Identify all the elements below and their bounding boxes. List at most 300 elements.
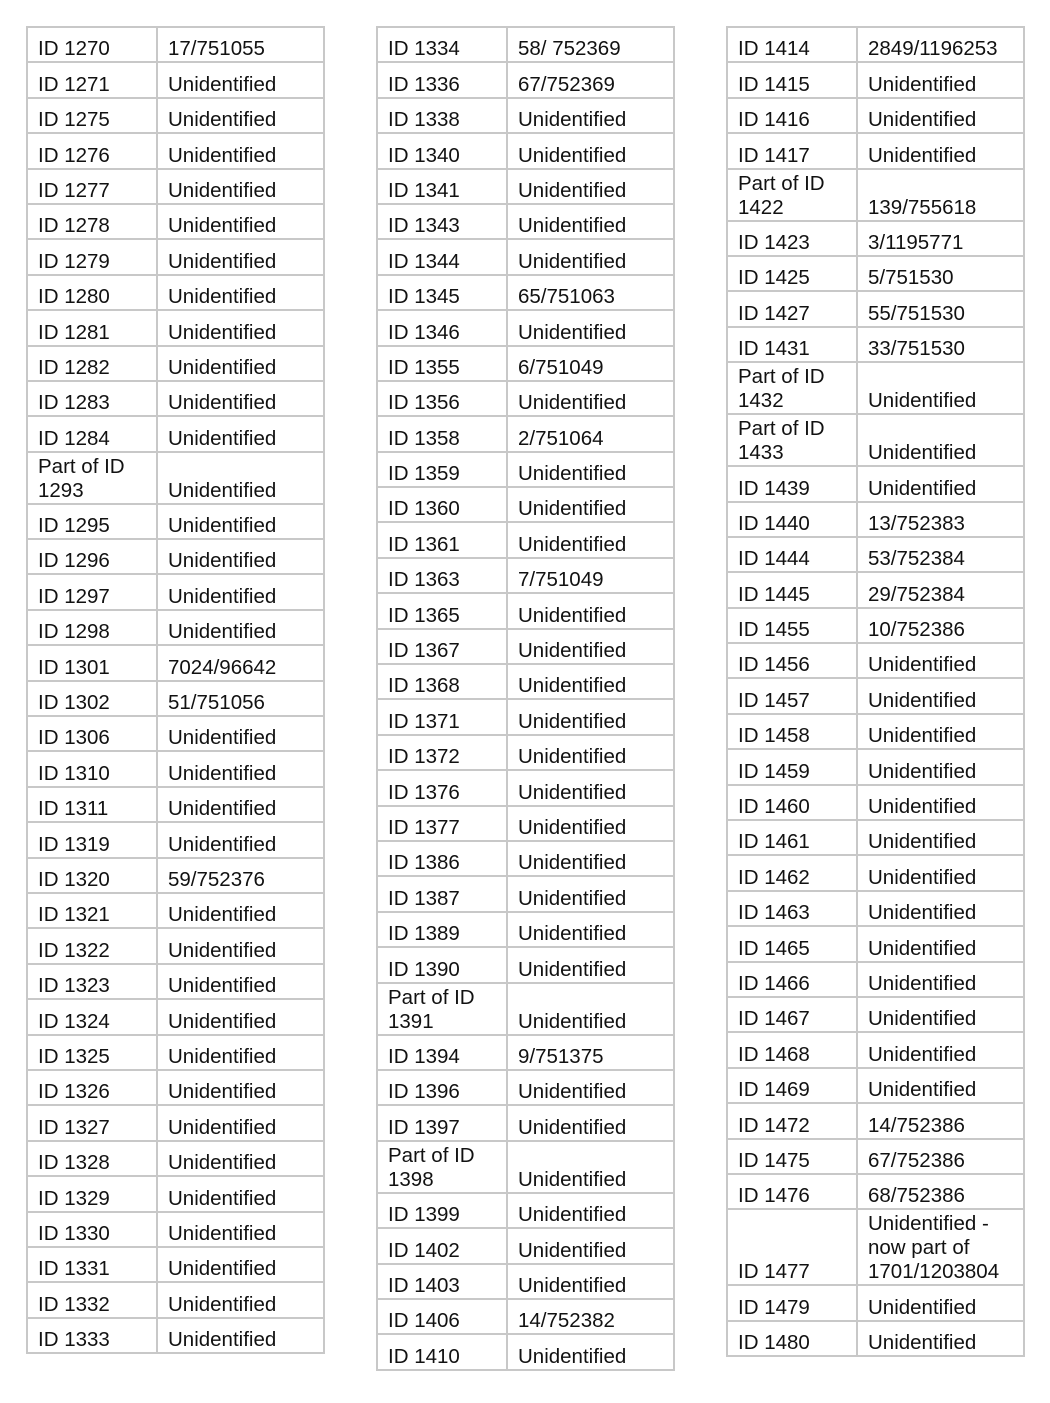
value-cell: 65/751063 [507,275,674,310]
id-cell: ID 1328 [27,1141,157,1176]
value-cell: 17/751055 [157,27,324,62]
value-cell: Unidentified [507,204,674,239]
value-cell: 53/752384 [857,537,1024,572]
id-cell: ID 1296 [27,539,157,574]
id-cell: ID 1359 [377,452,507,487]
id-cell: ID 1416 [727,98,857,133]
value-cell: Unidentified [157,133,324,168]
table-row [377,983,674,1035]
id-cell: ID 1406 [377,1299,507,1334]
value-cell: 51/751056 [157,681,324,716]
id-cell: ID 1475 [727,1139,857,1174]
id-cell: ID 1425 [727,256,857,291]
value-cell: Unidentified [157,1141,324,1176]
table-row [377,1299,674,1334]
value-cell: Unidentified [507,310,674,345]
table-row [727,1068,1024,1103]
table-row [727,221,1024,256]
id-cell: Part of ID 1432 [727,362,857,414]
value-cell: Unidentified [857,891,1024,926]
table-row [27,416,324,451]
table-row [377,452,674,487]
value-cell: Unidentified [857,962,1024,997]
value-cell: Unidentified [857,997,1024,1032]
id-cell: ID 1279 [27,239,157,274]
id-cell: ID 1356 [377,381,507,416]
id-cell: ID 1368 [377,664,507,699]
value-cell: 58/ 752369 [507,27,674,62]
table-row [377,204,674,239]
value-cell: Unidentified [157,1035,324,1070]
id-cell: ID 1275 [27,98,157,133]
id-cell: ID 1462 [727,855,857,890]
id-cell: ID 1338 [377,98,507,133]
table-row [27,1212,324,1247]
id-cell: ID 1282 [27,346,157,381]
table-row [377,1141,674,1193]
id-cell: ID 1276 [27,133,157,168]
table-row [727,785,1024,820]
table-row [27,62,324,97]
table-row [27,751,324,786]
value-cell: Unidentified [507,1105,674,1140]
table-row [377,522,674,557]
value-cell: Unidentified [157,204,324,239]
id-cell: ID 1403 [377,1264,507,1299]
table-row [377,664,674,699]
value-cell: Unidentified [507,239,674,274]
table-row [27,1318,324,1353]
id-cell: ID 1444 [727,537,857,572]
table-row [727,997,1024,1032]
id-cell: ID 1280 [27,275,157,310]
id-cell: ID 1321 [27,893,157,928]
table-row [27,999,324,1034]
table-row [377,1193,674,1228]
table-row [27,539,324,574]
value-cell: Unidentified [157,539,324,574]
table-row [727,1139,1024,1174]
id-cell: ID 1283 [27,381,157,416]
table-row [727,820,1024,855]
id-cell: ID 1326 [27,1070,157,1105]
id-cell: ID 1387 [377,876,507,911]
id-table-column-1 [26,26,325,1354]
table-row [727,414,1024,466]
id-cell: ID 1460 [727,785,857,820]
id-cell: ID 1472 [727,1103,857,1138]
id-cell: ID 1461 [727,820,857,855]
id-cell: ID 1427 [727,291,857,326]
table-row [27,1035,324,1070]
table-row [377,558,674,593]
value-cell: Unidentified [157,1070,324,1105]
id-cell: ID 1284 [27,416,157,451]
value-cell: Unidentified [507,98,674,133]
table-row [27,1105,324,1140]
id-cell: ID 1423 [727,221,857,256]
value-cell: 67/752369 [507,62,674,97]
table-row [377,98,674,133]
value-cell: Unidentified [857,785,1024,820]
value-cell: 7/751049 [507,558,674,593]
table-row [377,912,674,947]
id-cell: ID 1365 [377,593,507,628]
id-cell: Part of ID 1433 [727,414,857,466]
table-row [27,346,324,381]
value-cell: Unidentified [857,62,1024,97]
value-cell: Unidentified [157,1176,324,1211]
value-cell: Unidentified [507,381,674,416]
table-row [27,787,324,822]
id-cell: ID 1346 [377,310,507,345]
value-cell: Unidentified [157,999,324,1034]
value-cell: Unidentified [157,751,324,786]
table-row [27,169,324,204]
value-cell: Unidentified [157,98,324,133]
id-cell: ID 1390 [377,947,507,982]
table-row [27,1141,324,1176]
id-cell: ID 1358 [377,416,507,451]
table-row [27,98,324,133]
id-cell: ID 1439 [727,466,857,501]
id-cell: ID 1479 [727,1285,857,1320]
table-row [377,593,674,628]
value-cell: Unidentified [157,62,324,97]
table-row [377,947,674,982]
id-cell: ID 1332 [27,1282,157,1317]
value-cell: Unidentified [157,574,324,609]
table-row [377,629,674,664]
table-row [27,504,324,539]
id-cell: ID 1477 [727,1209,857,1285]
id-cell: ID 1480 [727,1321,857,1356]
id-cell: ID 1319 [27,822,157,857]
table-row [27,1247,324,1282]
table-row [27,310,324,345]
table-row [727,502,1024,537]
id-cell: ID 1295 [27,504,157,539]
id-cell: ID 1459 [727,749,857,784]
id-cell: ID 1311 [27,787,157,822]
id-cell: ID 1463 [727,891,857,926]
value-cell: Unidentified [857,1032,1024,1067]
id-cell: ID 1363 [377,558,507,593]
value-cell: 67/752386 [857,1139,1024,1174]
table-row [377,487,674,522]
value-cell: 6/751049 [507,346,674,381]
id-cell: ID 1397 [377,1105,507,1140]
table-row [377,169,674,204]
id-cell: ID 1465 [727,926,857,961]
table-row [377,1334,674,1369]
value-cell: Unidentified [157,787,324,822]
table-row [377,275,674,310]
value-cell: Unidentified [157,239,324,274]
id-cell: Part of ID 1422 [727,169,857,221]
table-row [27,1282,324,1317]
value-cell: 13/752383 [857,502,1024,537]
value-cell: Unidentified [507,841,674,876]
id-cell: ID 1281 [27,310,157,345]
value-cell: 55/751530 [857,291,1024,326]
value-cell: Unidentified [857,749,1024,784]
id-cell: ID 1330 [27,1212,157,1247]
table-row [27,275,324,310]
id-cell: ID 1306 [27,716,157,751]
table-row [727,1321,1024,1356]
value-cell: 14/752386 [857,1103,1024,1138]
value-cell: 3/1195771 [857,221,1024,256]
table-row [27,681,324,716]
id-cell: ID 1302 [27,681,157,716]
value-cell: Unidentified [157,504,324,539]
value-cell: Unidentified [857,1321,1024,1356]
value-cell: Unidentified [157,452,324,504]
table-row [727,1103,1024,1138]
table-row [727,133,1024,168]
table-row [27,27,324,62]
table-row [727,1285,1024,1320]
id-cell: ID 1341 [377,169,507,204]
value-cell: Unidentified [507,947,674,982]
id-cell: ID 1361 [377,522,507,557]
id-cell: ID 1386 [377,841,507,876]
id-cell: ID 1331 [27,1247,157,1282]
table-row [377,27,674,62]
id-cell: ID 1334 [377,27,507,62]
value-cell: Unidentified [857,1068,1024,1103]
value-cell: 5/751530 [857,256,1024,291]
table-row [377,346,674,381]
value-cell: Unidentified [157,1247,324,1282]
table-row [27,858,324,893]
id-table-column-2 [376,26,675,1371]
value-cell: Unidentified [157,346,324,381]
id-cell: ID 1297 [27,574,157,609]
id-cell: ID 1396 [377,1070,507,1105]
table-row [377,806,674,841]
id-cell: ID 1327 [27,1105,157,1140]
id-cell: ID 1467 [727,997,857,1032]
table-row [727,1209,1024,1285]
value-cell: Unidentified [507,1228,674,1263]
id-cell: ID 1371 [377,699,507,734]
id-cell: ID 1440 [727,502,857,537]
value-cell: Unidentified [157,1212,324,1247]
value-cell: Unidentified [507,983,674,1035]
value-cell: Unidentified [157,610,324,645]
id-cell: ID 1324 [27,999,157,1034]
value-cell: Unidentified [157,822,324,857]
table-row [377,841,674,876]
id-cell: ID 1402 [377,1228,507,1263]
value-cell: Unidentified [157,964,324,999]
table-row [727,572,1024,607]
id-cell: ID 1277 [27,169,157,204]
table-row [27,822,324,857]
table-row [27,893,324,928]
table-row [727,256,1024,291]
id-cell: ID 1468 [727,1032,857,1067]
value-cell: Unidentified [857,714,1024,749]
value-cell: Unidentified [157,275,324,310]
id-cell: ID 1340 [377,133,507,168]
value-cell: Unidentified [507,169,674,204]
table-row [377,735,674,770]
id-cell: ID 1417 [727,133,857,168]
value-cell: 2849/1196253 [857,27,1024,62]
table-row [27,964,324,999]
value-cell: Unidentified [857,643,1024,678]
id-cell: ID 1270 [27,27,157,62]
value-cell: Unidentified [857,466,1024,501]
id-cell: ID 1344 [377,239,507,274]
id-cell: ID 1325 [27,1035,157,1070]
table-row [377,1228,674,1263]
table-row [377,416,674,451]
id-cell: ID 1445 [727,572,857,607]
id-cell: ID 1323 [27,964,157,999]
value-cell: Unidentified [507,735,674,770]
value-cell: Unidentified - now part of 1701/1203804 [857,1209,1024,1285]
table-row [727,855,1024,890]
table-row [727,27,1024,62]
id-cell: ID 1456 [727,643,857,678]
id-cell: ID 1410 [377,1334,507,1369]
value-cell: Unidentified [857,133,1024,168]
id-cell: ID 1466 [727,962,857,997]
id-cell: Part of ID 1398 [377,1141,507,1193]
id-cell: ID 1376 [377,770,507,805]
value-cell: 10/752386 [857,608,1024,643]
value-cell: Unidentified [507,1070,674,1105]
table-row [377,1035,674,1070]
id-cell: ID 1415 [727,62,857,97]
value-cell: 29/752384 [857,572,1024,607]
value-cell: Unidentified [507,876,674,911]
value-cell: Unidentified [157,310,324,345]
table-row [377,381,674,416]
id-cell: ID 1360 [377,487,507,522]
id-cell: ID 1278 [27,204,157,239]
value-cell: Unidentified [507,806,674,841]
id-cell: ID 1310 [27,751,157,786]
value-cell: Unidentified [857,98,1024,133]
value-cell: Unidentified [157,1282,324,1317]
table-row [377,133,674,168]
table-row [727,327,1024,362]
table-row [727,98,1024,133]
value-cell: Unidentified [857,1285,1024,1320]
id-cell: ID 1336 [377,62,507,97]
id-cell: ID 1329 [27,1176,157,1211]
table-row [27,1176,324,1211]
table-row [727,891,1024,926]
value-cell: Unidentified [857,855,1024,890]
id-cell: Part of ID 1391 [377,983,507,1035]
table-row [727,962,1024,997]
value-cell: Unidentified [507,452,674,487]
id-cell: ID 1457 [727,678,857,713]
table-row [727,362,1024,414]
id-cell: ID 1298 [27,610,157,645]
table-row [727,169,1024,221]
id-cell: ID 1301 [27,645,157,680]
table-row [27,716,324,751]
table-row [727,678,1024,713]
table-row [377,1264,674,1299]
table-row [27,452,324,504]
value-cell: Unidentified [157,1105,324,1140]
id-cell: ID 1355 [377,346,507,381]
table-row [727,1174,1024,1209]
id-cell: ID 1343 [377,204,507,239]
value-cell: Unidentified [157,1318,324,1353]
value-cell: Unidentified [507,770,674,805]
table-row [27,610,324,645]
table-row [377,770,674,805]
value-cell: Unidentified [157,416,324,451]
table-row [377,62,674,97]
value-cell: Unidentified [507,1334,674,1369]
value-cell: Unidentified [507,133,674,168]
table-row [377,310,674,345]
value-cell: Unidentified [857,820,1024,855]
value-cell: Unidentified [157,928,324,963]
table-row [27,239,324,274]
id-cell: ID 1377 [377,806,507,841]
id-cell: ID 1469 [727,1068,857,1103]
table-row [377,1070,674,1105]
table-row [27,928,324,963]
table-row [27,574,324,609]
table-row [27,133,324,168]
id-cell: ID 1372 [377,735,507,770]
value-cell: Unidentified [857,678,1024,713]
table-row [727,926,1024,961]
id-cell: ID 1458 [727,714,857,749]
value-cell: Unidentified [507,1264,674,1299]
value-cell: Unidentified [857,414,1024,466]
id-cell: ID 1271 [27,62,157,97]
value-cell: 59/752376 [157,858,324,893]
value-cell: Unidentified [857,926,1024,961]
value-cell: Unidentified [507,522,674,557]
id-cell: ID 1431 [727,327,857,362]
value-cell: 68/752386 [857,1174,1024,1209]
table-row [727,1032,1024,1067]
table-row [727,291,1024,326]
table-row [377,699,674,734]
table-row [727,643,1024,678]
value-cell: Unidentified [157,169,324,204]
id-cell: ID 1389 [377,912,507,947]
value-cell: Unidentified [507,912,674,947]
id-cell: ID 1476 [727,1174,857,1209]
value-cell: Unidentified [507,1193,674,1228]
table-row [27,204,324,239]
value-cell: Unidentified [157,893,324,928]
id-cell: ID 1394 [377,1035,507,1070]
value-cell: Unidentified [507,664,674,699]
value-cell: Unidentified [157,716,324,751]
id-cell: ID 1322 [27,928,157,963]
value-cell: 139/755618 [857,169,1024,221]
id-cell: ID 1367 [377,629,507,664]
id-cell: Part of ID 1293 [27,452,157,504]
id-cell: ID 1455 [727,608,857,643]
